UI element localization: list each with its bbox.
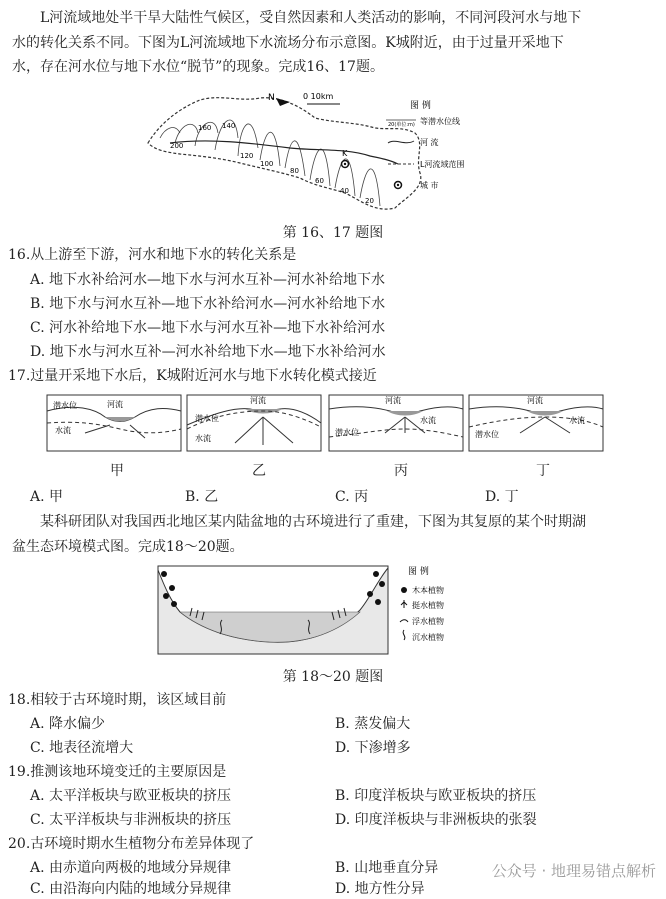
intro2-line-2: 盆生态环境模式图。完成18～20题。	[12, 539, 244, 555]
legend-unit: 20(单位:m)	[388, 122, 415, 128]
legend-floating: 浮水植物	[412, 617, 444, 626]
intro1-line-1: L河流域地处半干旱大陆性气候区，受自然因素和人类活动的影响，不同河段河水与地下	[40, 10, 582, 26]
legend-river: 河 流	[420, 138, 439, 147]
contour-160: 160	[198, 124, 212, 132]
legend-contour: 等潜水位线	[420, 117, 460, 126]
intro1-line-3: 水，存在河水位与地下水位“脱节”的现象。完成16、17题。	[12, 59, 384, 75]
q20-stem: 20.古环境时期水生植物分布差异体现了	[8, 836, 255, 852]
scale-label: 0 10km	[303, 92, 334, 101]
contour-200: 200	[170, 142, 184, 150]
q19-option-a: A. 太平洋板块与欧亚板块的挤压	[30, 788, 232, 804]
yi-label-water-table: 潜水位	[195, 414, 219, 423]
q20-option-d: D. 地方性分异	[335, 881, 425, 897]
contour-60: 60	[315, 177, 324, 185]
q17-option-b: B. 乙	[185, 489, 219, 505]
q18-option-d: D. 下渗增多	[335, 740, 411, 756]
river-groundwater-panels	[45, 393, 605, 455]
q18-option-b: B. 蒸发偏大	[335, 716, 411, 732]
bing-label-water-table: 潜水位	[335, 428, 359, 437]
submerged-plant-icon	[403, 630, 405, 640]
map-legend-title: 图 例	[410, 101, 431, 111]
q19-option-d: D. 印度洋板块与非洲板块的张裂	[335, 812, 537, 828]
q16-option-b: B. 地下水与河水互补—地下水补给河水—河水补给地下水	[30, 296, 386, 312]
ding-label-flow: 水流	[569, 416, 585, 425]
q17-option-a: A. 甲	[30, 489, 64, 505]
jia-label-river: 河流	[107, 400, 123, 409]
q16-option-a: A. 地下水补给河水—地下水与河水互补—河水补给地下水	[30, 272, 386, 288]
contour-120: 120	[240, 152, 254, 160]
contour-140: 140	[222, 122, 236, 130]
intro2-line-1: 某科研团队对我国西北地区某内陆盆地的古环境进行了重建，下图为其复原的某个时期湖	[40, 514, 586, 530]
emergent-plant-icon	[401, 600, 407, 608]
yi-label-river: 河流	[250, 396, 266, 405]
watermark: 公众号 · 地理易错点解析	[491, 862, 656, 880]
map-caption: 第 16、17 题图	[282, 225, 384, 241]
panel-bing	[329, 395, 463, 451]
basin-caption: 第 18～20 题图	[282, 669, 384, 685]
panel-jia	[47, 395, 181, 451]
yi-label-flow: 水流	[195, 434, 211, 443]
panel-name-bing: 丙	[394, 463, 408, 479]
q20-option-a: A. 由赤道向两极的地域分异规律	[30, 860, 232, 876]
q19-stem: 19.推测该地环境变迁的主要原因是	[8, 764, 227, 780]
legend-submerged: 沉水植物	[412, 633, 444, 642]
jia-label-flow: 水流	[55, 426, 71, 435]
q19-option-b: B. 印度洋板块与欧亚板块的挤压	[335, 788, 537, 804]
river	[170, 141, 398, 164]
q19-option-c: C. 太平洋板块与非洲板块的挤压	[30, 812, 232, 828]
contour-40: 40	[340, 187, 349, 195]
ding-label-river: 河流	[527, 396, 543, 405]
legend-emergent: 挺水植物	[412, 601, 444, 610]
q20-option-c: C. 由沿海向内陆的地域分异规律	[30, 881, 232, 897]
bing-label-river: 河流	[385, 396, 401, 405]
north-label: N	[268, 93, 275, 103]
q16-option-c: C. 河水补给地下水—地下水与河水互补—地下水补给河水	[30, 320, 386, 336]
q16-option-d: D. 地下水与河水互补—河水补给地下水—地下水补给河水	[30, 344, 386, 360]
jia-label-water-table: 潜水位	[53, 401, 77, 410]
q16-stem: 16.从上游至下游，河水和地下水的转化关系是	[8, 247, 297, 263]
city-k-label: K	[342, 149, 348, 158]
ding-label-water-table: 潜水位	[475, 430, 499, 439]
contour-20: 20	[365, 197, 374, 205]
groundwater-flow-map	[140, 88, 510, 223]
q18-option-a: A. 降水偏少	[30, 716, 106, 732]
panel-ding	[469, 395, 603, 451]
bing-label-flow: 水流	[420, 416, 436, 425]
panel-yi	[187, 395, 321, 451]
q20-option-b: B. 山地垂直分异	[335, 860, 439, 876]
floating-plant-icon	[400, 620, 408, 622]
q18-option-c: C. 地表径流增大	[30, 740, 134, 756]
lake-basin-diagram	[150, 560, 490, 660]
contour-100: 100	[260, 160, 274, 168]
panel-name-yi: 乙	[252, 463, 266, 479]
q18-stem: 18.相较于古环境时期，该区域目前	[8, 692, 227, 708]
panel-name-ding: 丁	[536, 463, 550, 479]
legend-basin: L河流域范围	[420, 160, 465, 169]
basin-legend-title: 图 例	[408, 567, 429, 577]
panel-name-jia: 甲	[110, 463, 124, 479]
intro1-line-2: 水的转化关系不同。下图为L河流域地下水流场分布示意图。K城附近，由于过量开采地下	[12, 35, 564, 51]
q17-option-c: C. 丙	[335, 489, 369, 505]
north-arrow-icon	[276, 98, 290, 106]
legend-city: 城 市	[420, 181, 439, 190]
q17-option-d: D. 丁	[485, 489, 519, 505]
q17-stem: 17.过量开采地下水后，K城附近河水与地下水转化模式接近	[8, 368, 377, 384]
contour-80: 80	[290, 167, 299, 175]
woody-plant-icon	[401, 587, 407, 593]
basin-boundary	[148, 98, 421, 209]
legend-woody: 木本植物	[412, 586, 444, 595]
